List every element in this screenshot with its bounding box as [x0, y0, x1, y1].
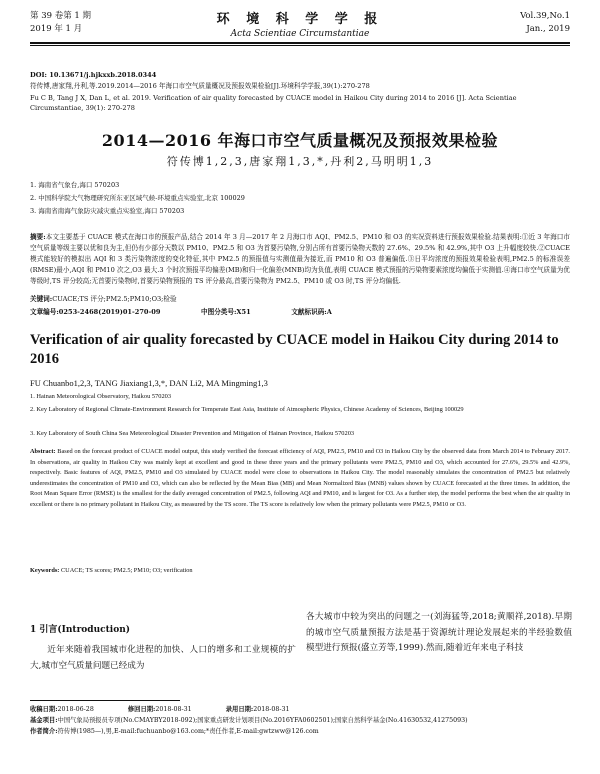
bio-text: 符传博(1985—),男,E-mail:fuchuanbo@163.com;*责任作者,E-mail:gwtzww@126.com [57, 728, 319, 735]
keywords-cn [30, 294, 570, 305]
clc-number: 中图分类号:X51 [201, 308, 251, 316]
doi: DOI: 10.13671/j.hjkxxb.2018.0344 [30, 71, 157, 79]
header-center [0, 8, 600, 39]
accepted-label: 录用日期: [225, 706, 254, 713]
keywords-en-label: Keywords: [30, 567, 60, 574]
received-date: 2018-06-28 [57, 706, 94, 713]
volume-cn: 第 39 卷第 1 期 [30, 11, 92, 21]
volume-en: Vol.39,No.1 [520, 11, 570, 21]
section-heading-intro: 1 引言(Introduction) [30, 625, 131, 635]
received-label: 收稿日期: [30, 706, 58, 713]
article-number: 文章编号:0253-2468(2019)01-270-09 [30, 308, 161, 316]
title-cn: 2014—2016 年海口市空气质量概况及预报效果检验 [101, 131, 499, 150]
affiliation-cn-1: 1. 海南省气象台,海口 570203 [30, 181, 120, 189]
abstract-en-label: Abstract: [30, 448, 56, 455]
abstract-cn [30, 232, 570, 287]
intro-left-column [30, 622, 296, 674]
classification-line [30, 307, 570, 318]
accepted-date: 2018-08-31 [253, 706, 290, 713]
document-code: 文献标识码:A [291, 308, 332, 316]
footnote-rule [30, 700, 180, 701]
affiliation-en-2: 2. Key Laboratory of Regional Climate-Environment Research for Temperate East Asia, Institute of Atmospheric Physics, Chinese Academy of Sciences, Beijing 100029 [30, 406, 464, 413]
abstract-cn-text: 本文主要基于 CUACE 模式在海口市的预报产品,结合 2014 年 3 月—2017 年 2 月海口市 AQI、PM2.5、PM10 和 O3 的实况资料进行预报效果检验.结果表明:①近 3 年海口市空气质量等级主要以优和良为主,但仍有少部分天数以 PM10、PM2.5 和 O3 为首要污染物,分别占所有首要污染物天数的 27.6%、29.5% 和 42.9%,其中 O3 上升幅度较快.②CUACE 模式能较好的模拟出 AQI 和 3 类污染物浓度的变化特征,其中 PM2.5 的预报值与实测值最为接近,而 PM10 和 O3 普遍偏低.③日平均浓度的预报效果检验表明,PM2.5 的标准误差(RMSE)最小,AQI 和 PM10 次之,O3 最大.3 个时次预报平均偏差(MB)和归一化偏差(MNB)均为负值,表明 CUACE 模式预报的污染物要素浓度均偏低于实测值.④海口市空气质量为优等级时,TS 评分较高;无首要污染物时,首要污染物预报的 TS 评分最高,首要污染物为 PM2.5、PM10 或 O3 时,TS 评分均偏低. [30, 233, 570, 285]
revised-label: 修回日期: [127, 706, 156, 713]
keywords-en-text: CUACE; TS scores; PM2.5; PM10; O3; verification [60, 567, 193, 574]
author-bio-line [30, 726, 570, 737]
affiliation-cn-3: 3. 海南省南海气象防灾减灾重点实验室,海口 570203 [30, 207, 185, 215]
intro-right-text: 各大城市中较为突出的问题之一(刘海猛等,2018;黄顺祥,2018).早期的城市空气质量预报方法是基于资源统计理论发展起来的半经验数值模型进行预报(盛立芳等,1999).然而,随着近年来电子科技 [306, 612, 572, 653]
affiliation-en-3: 3. Key Laboratory of South China Sea Meteorological Disaster Prevention and Mitigation of Hainan Province, Haikou 570203 [30, 430, 355, 437]
footnotes [30, 704, 570, 737]
affiliation-cn-2: 2. 中国科学院大气物理研究所东亚区域气候-环境重点实验室,北京 100029 [30, 194, 245, 202]
journal-name-en: Acta Scientiae Circumstantiae [230, 29, 370, 39]
bio-label: 作者简介: [30, 728, 58, 735]
abstract-en [30, 447, 570, 511]
header-rule-thin [30, 45, 570, 46]
abstract-en-text: Based on the forecast product of CUACE model output, this study verified the forecast efficiency of AQI, PM2.5, PM10 and O3 in Haikou City by the observed data from March 2014 to February 2017. In observations, air quality in Haikou City was mainly kept at excellent and good in these three years and the primary pollutants were PM2.5, PM10 and O3, which accounted for 27.6%, 29.5% and 42.9%, respectively. Basic features of AQI, PM2.5, PM10 and O3 simulated by CUACE model were close to observations in Haikou City. The model reasonably simulates the concentration of PM2.5 but relatively underestimates the concentration of PM10 and O3, which can also be reflected by the Mean Bias (MB) and Mean Normalized Bias (MNB) values shown by CUACE forecasted at the three times. In addition, the Root Mean Square Error (RMSE) is the smallest for the daily averaged concentration of PM2.5, following AQI and PM10, and is largest for O3. As a further step, the model performs the best when the air quality in excellent or there is no primary pollutant in Haikou City, as measured by the TS score. The TS score is relatively low when the primary pollutants were PM2.5, PM10 or O3. [30, 448, 571, 508]
citation-en: Fu C B, Tang J X, Dan L, et al. 2019. Verification of air quality forecasted by CUACE model in Haikou City during 2014 to 2016 [J]. Acta Scientiae Circumstantiae, 39(1): 270-278 [30, 94, 517, 112]
funding-label: 基金项目: [30, 717, 58, 724]
abstract-cn-label: 摘要: [30, 233, 46, 241]
authors-en: FU Chuanbo1,2,3, TANG Jiaxiang1,3,*, DAN Li2, MA Mingming1,3 [30, 378, 268, 388]
title-en: Verification of air quality forecasted by CUACE model in Haikou City during 2014 to 2016 [30, 332, 559, 367]
dates-line [30, 704, 570, 715]
intro-left-text: 近年来随着我国城市化进程的加快、人口的增多和工业规模的扩大,城市空气质量问题已经成为 [30, 645, 296, 671]
revised-date: 2018-08-31 [155, 706, 192, 713]
citation-cn: 符传博,唐家翔,丹利,等.2019.2014—2016 年海口市空气质量概况及预报效果检验[J].环境科学学报,39(1):270-278 [30, 82, 370, 90]
keywords-cn-label: 关键词: [30, 295, 53, 303]
date-cn: 2019 年 1 月 [30, 24, 83, 34]
date-en: Jan., 2019 [526, 24, 570, 34]
affiliation-en-1: 1. Hainan Meteorological Observatory, Haikou 570203 [30, 393, 172, 400]
funding-line [30, 715, 570, 726]
authors-cn: 符传博1,2,3,唐家翔1,3,*,丹利2,马明明1,3 [166, 155, 434, 168]
funding-text: 中国气象局预报员专项(No.CMAYBY2018-092);国家重点研发计划项目(No.2016YFA0602501);国家自然科学基金(No.41630532,41275093) [57, 717, 468, 724]
keywords-cn-text: CUACE;TS 评分;PM2.5;PM10;O3;检验 [52, 295, 177, 303]
intro-right-column [306, 610, 572, 657]
keywords-en [30, 566, 570, 577]
header-rule-thick [30, 42, 570, 44]
journal-name-cn: 环 境 科 学 学 报 [216, 12, 384, 27]
header-right [520, 10, 570, 36]
